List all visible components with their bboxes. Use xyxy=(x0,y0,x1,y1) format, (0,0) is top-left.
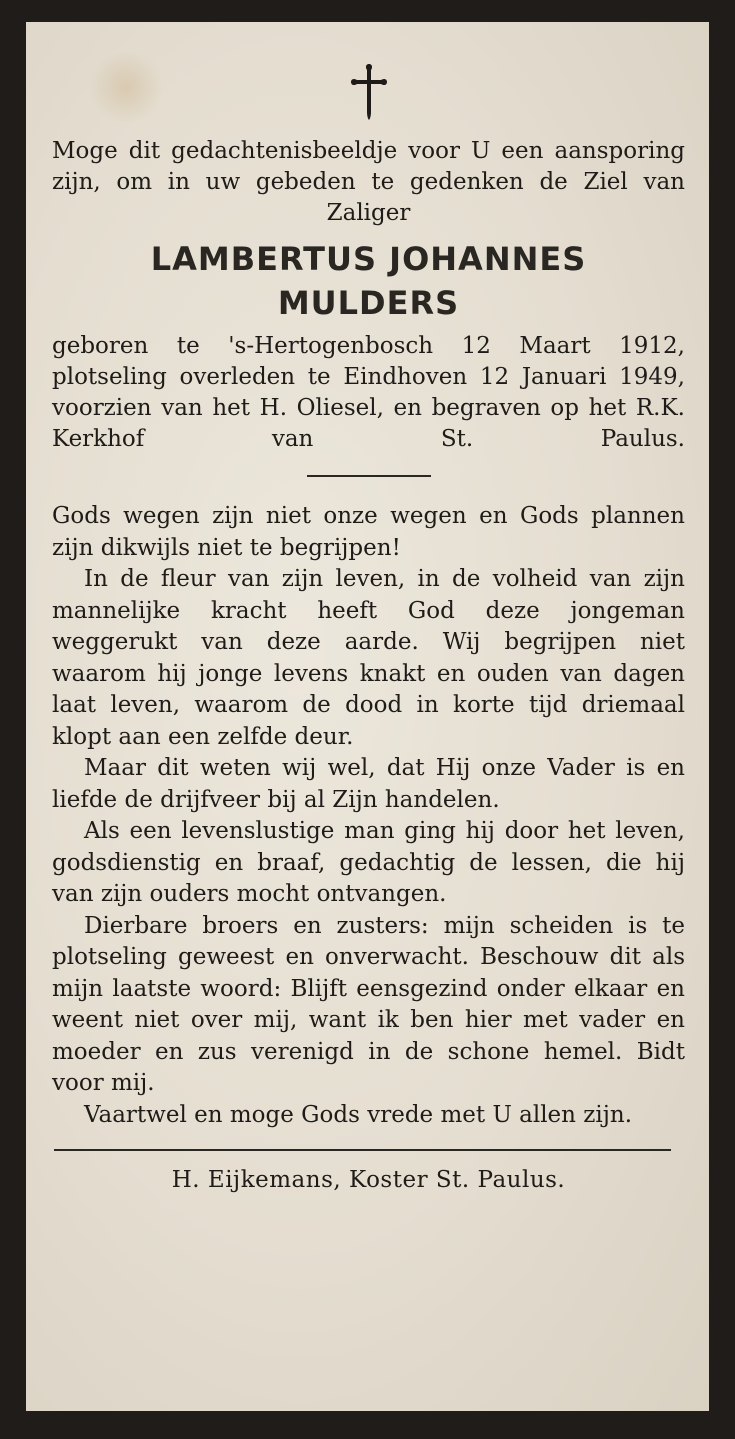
paragraph-1: Gods wegen zijn niet onze wegen en Gods plannen zijn dikwijls niet te begrijpen! xyxy=(52,503,685,561)
paragraph-4: Als een levenslustige man ging hij door het leven, godsdienstig en braaf, gedachtig de lessen, die hij van zijn ouders mocht ontvangen. xyxy=(52,818,685,907)
divider-long xyxy=(54,1149,671,1151)
birth-death-details: geboren te 's-Hertogenbosch 12 Maart 1912, plotseling overleden te Eindhoven 12 Januari 1949, voorzien van het H. Oliesel, en begraven op het R.K. Kerkhof van St. Paulus. xyxy=(52,333,685,452)
intro-text: Moge dit gedachtenisbeeldje voor U een aansporing zijn, om in uw gebeden te gedenken de Ziel van Zaliger xyxy=(52,138,685,226)
paragraph-3: Maar dit weten wij wel, dat Hij onze Vader is en liefde de drijfveer bij al Zijn handelen. xyxy=(52,755,685,813)
memorial-text xyxy=(52,501,685,1131)
divider-short xyxy=(307,475,431,477)
paragraph-2: In de fleur van zijn leven, in de volheid van zijn mannelijke kracht heeft God deze jongeman weggerukt van deze aarde. Wij begrijpen niet waarom hij jonge levens knakt en ouden van dagen laat leven, waarom de dood in korte tijd driemaal klopt aan een zelfde deur. xyxy=(52,566,685,750)
name-line-1: LAMBERTUS JOHANNES xyxy=(150,240,587,278)
printer-credit: H. Eijkemans, Koster St. Paulus. xyxy=(171,1167,566,1193)
memorial-card-paper xyxy=(26,22,709,1411)
deceased-name xyxy=(52,237,685,325)
latin-cross-icon xyxy=(349,62,389,122)
age-stain xyxy=(86,52,166,122)
paragraph-5: Dierbare broers en zusters: mijn scheiden is te plotseling geweest en onverwacht. Beschouw dit als mijn laatste woord: Blijft eensgezind onder elkaar en weent niet over mij, want ik ben hier met vader en moeder en zus verenigd in de schone hemel. Bidt voor mij. xyxy=(52,912,685,1096)
name-line-2: MULDERS xyxy=(277,284,460,322)
paragraph-6: Vaartwel en moge Gods vrede met U allen zijn. xyxy=(84,1101,633,1128)
